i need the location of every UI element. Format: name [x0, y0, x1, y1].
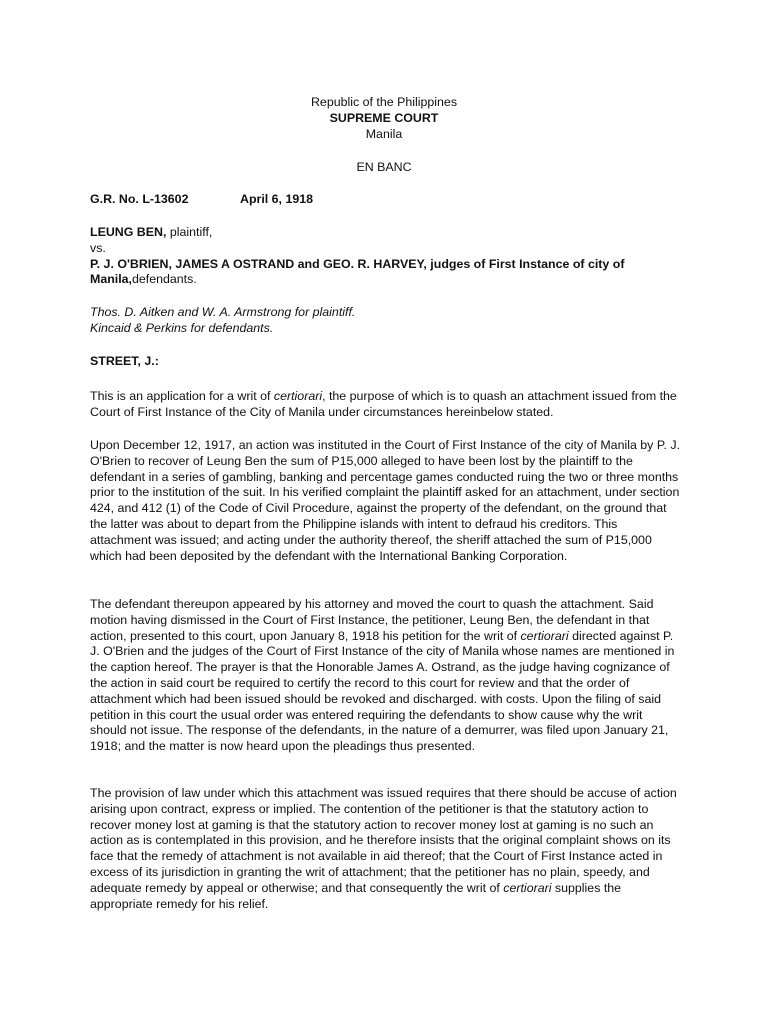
paragraph-3-emphasis: certiorari — [520, 628, 569, 643]
paragraph-4-text-b: supplies the appropriate remedy for his relief. — [90, 880, 622, 911]
paragraph-3-text-a: The defendant thereupon appeared by his attorney and moved the court to quash the attachment. Said motion having dismissed in the Court of First Instance, the petitioner, Leung Ben, the defendant in that action, presented to this court, upon January 8, 1918 his petition for the writ of — [90, 597, 654, 643]
court-header — [0, 94, 768, 175]
plaintiff-name: LEUNG BEN, — [90, 225, 167, 239]
paragraph-1 — [90, 389, 680, 421]
counsel-block — [90, 305, 680, 337]
court-name: SUPREME COURT — [329, 111, 439, 125]
case-number-line — [90, 192, 680, 208]
decision-date: April 6, 1918 — [240, 192, 314, 206]
parties-block — [90, 225, 680, 288]
court-city: Manila — [365, 127, 403, 141]
defendants-line — [90, 257, 680, 289]
plaintiff-role: plaintiff, — [166, 225, 213, 239]
plaintiff-line — [90, 225, 680, 241]
paragraph-4-emphasis: certiorari — [503, 880, 552, 895]
paragraph-3 — [90, 597, 680, 755]
defendants-names: P. J. O'BRIEN, JAMES A OSTRAND and GEO. R. HARVEY, judges of First Instance of city of Manila, — [90, 256, 625, 287]
defendants-counsel: Kincaid & Perkins for defendants. — [90, 320, 274, 335]
republic-line: Republic of the Philippines — [310, 95, 458, 109]
paragraph-4-text-a: The provision of law under which this attachment was issued requires that there should be accuse of action arising upon contract, express or implied. The contention of the petitioner is that the statutory action to recover money lost at gaming is that the statutory action to recover money lost at gaming is no such an action as is contemplated in this provision, and he therefore insists that the original complaint shows on its face that the remedy of attachment is not available in aid thereof; that the Court of First Instance acted in excess of its jurisdiction in granting the writ of attachment; that the petitioner has no plain, speedy, and adequate remedy by appeal or otherwise; and that consequently the writ of — [90, 786, 677, 895]
paragraph-1-text-a: This is an application for a writ of — [90, 389, 274, 403]
versus-label: vs. — [90, 240, 106, 255]
paragraph-1-text-b: , the purpose of which is to quash an attachment issued from the Court of First Instance of the City of Manila under circumstances hereinbelow stated. — [90, 389, 677, 419]
paragraph-3-text-b: directed against P. J. O'Brien and the judges of the Court of First Instance of the city of Manila whose names are mentioned in the caption hereof. The prayer is that the Honorable James A. Ostrand, as the judge having cognizance of the action in said court be required to certify the record to this court for review and that the order of attachment which had been issued should be revoked and discharged. with costs. Upon the filing of said petition in this court the usual order was entered requiring the defendants to show cause why the writ should not issue. The response of the defendants, in the nature of a demurrer, was filed upon January 21, 1918; and the matter is now heard upon the pleadings thus presented. — [90, 628, 675, 754]
paragraph-2: Upon December 12, 1917, an action was instituted in the Court of First Instance of the city of Manila by P. J. O'Brien to recover of Leung Ben the sum of P15,000 alleged to have been lost by the plaintiff to the defendant in a series of gambling, banking and percentage games conducted ruing the two or three months prior to the institution of the suit. In his verified complaint the plaintiff asked for an attachment, under section 424, and 412 (1) of the Code of Civil Procedure, against the property of the defendant, on the ground that the latter was about to depart from the Philippine islands with intent to defraud his creditors. This attachment was issued; and acting under the authority thereof, the sheriff attached the sum of P15,000 which had been deposited by the defendant with the International Banking Corporation. — [90, 438, 681, 563]
ponente: STREET, J.: — [90, 354, 159, 368]
paragraph-1-emphasis: certiorari — [273, 389, 323, 403]
division-label: EN BANC — [356, 160, 412, 174]
case-number: G.R. No. L-13602 — [90, 192, 189, 206]
defendants-role: defendants. — [132, 272, 197, 287]
plaintiff-counsel: Thos. D. Aitken and W. A. Armstrong for plaintiff. — [90, 305, 356, 319]
paragraph-4 — [90, 786, 680, 912]
